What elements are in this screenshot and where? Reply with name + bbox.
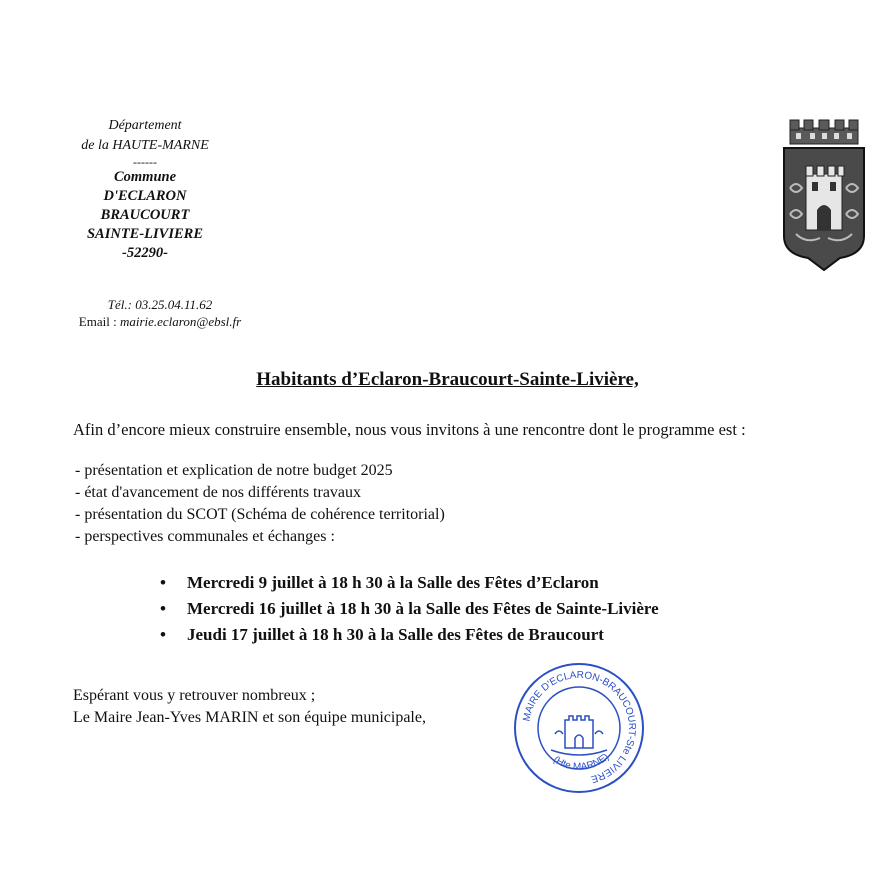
- closing-line1: Espérant vous y retrouver nombreux ;: [73, 687, 316, 704]
- commune-name-1: D'ECLARON: [103, 188, 187, 204]
- meetings-list: [160, 570, 659, 648]
- stamp-bottom-text: (Hte MARNE): [551, 751, 612, 773]
- email-line: [40, 313, 280, 330]
- contact-block: [40, 296, 280, 330]
- closing-block: [73, 685, 426, 729]
- meeting-text: Jeudi 17 juillet à 18 h 30 à la Salle des Fêtes de Braucourt: [187, 625, 604, 644]
- department-line1: Département: [108, 118, 182, 133]
- meeting-text: Mercredi 16 juillet à 18 h 30 à la Salle des Fêtes de Sainte-Livière: [187, 599, 659, 618]
- separator: ------: [133, 155, 157, 169]
- department-line2: de la HAUTE-MARNE: [81, 138, 209, 153]
- program-list: [75, 460, 445, 548]
- closing-line2: Le Maire Jean-Yves MARIN et son équipe municipale,: [73, 709, 426, 726]
- meeting-text: Mercredi 9 juillet à 18 h 30 à la Salle des Fêtes d’Eclaron: [187, 573, 599, 592]
- letterhead: [30, 116, 260, 263]
- phone-value: 03.25.04.11.62: [135, 297, 213, 312]
- castle-shield-icon: [780, 118, 868, 274]
- program-item: - état d'avancement de nos différents travaux: [75, 484, 362, 501]
- intro-text: Afin d’encore mieux construire ensemble, nous vous invitons à une rencontre dont le programme est :: [73, 420, 746, 439]
- program-item: - présentation et explication de notre budget 2025: [75, 462, 393, 479]
- page-title: Habitants d’Eclaron-Braucourt-Sainte-Livière,: [256, 369, 639, 390]
- meeting-item: [160, 596, 659, 622]
- email-label: Email :: [78, 314, 117, 329]
- meeting-item: [160, 622, 659, 648]
- postal-code: -52290-: [122, 245, 168, 261]
- mairie-stamp: [511, 660, 647, 796]
- program-item: - perspectives communales et échanges :: [75, 528, 335, 545]
- program-item: - présentation du SCOT (Schéma de cohérence territorial): [75, 506, 445, 523]
- phone-label: Tél.:: [107, 297, 132, 312]
- commune-label: Commune: [113, 169, 177, 185]
- stamp-castle-icon: [551, 716, 607, 755]
- commune-name-3: SAINTE-LIVIERE: [86, 226, 204, 242]
- commune-name-2: BRAUCOURT: [100, 207, 190, 223]
- phone-line: [40, 296, 280, 313]
- email-value[interactable]: mairie.eclaron@ebsl.fr: [119, 314, 242, 329]
- stamp-ring-text: MAIRE D'ECLARON-BRAUCOURT-Ste LIVIERE: [521, 669, 638, 785]
- meeting-item: [160, 570, 659, 596]
